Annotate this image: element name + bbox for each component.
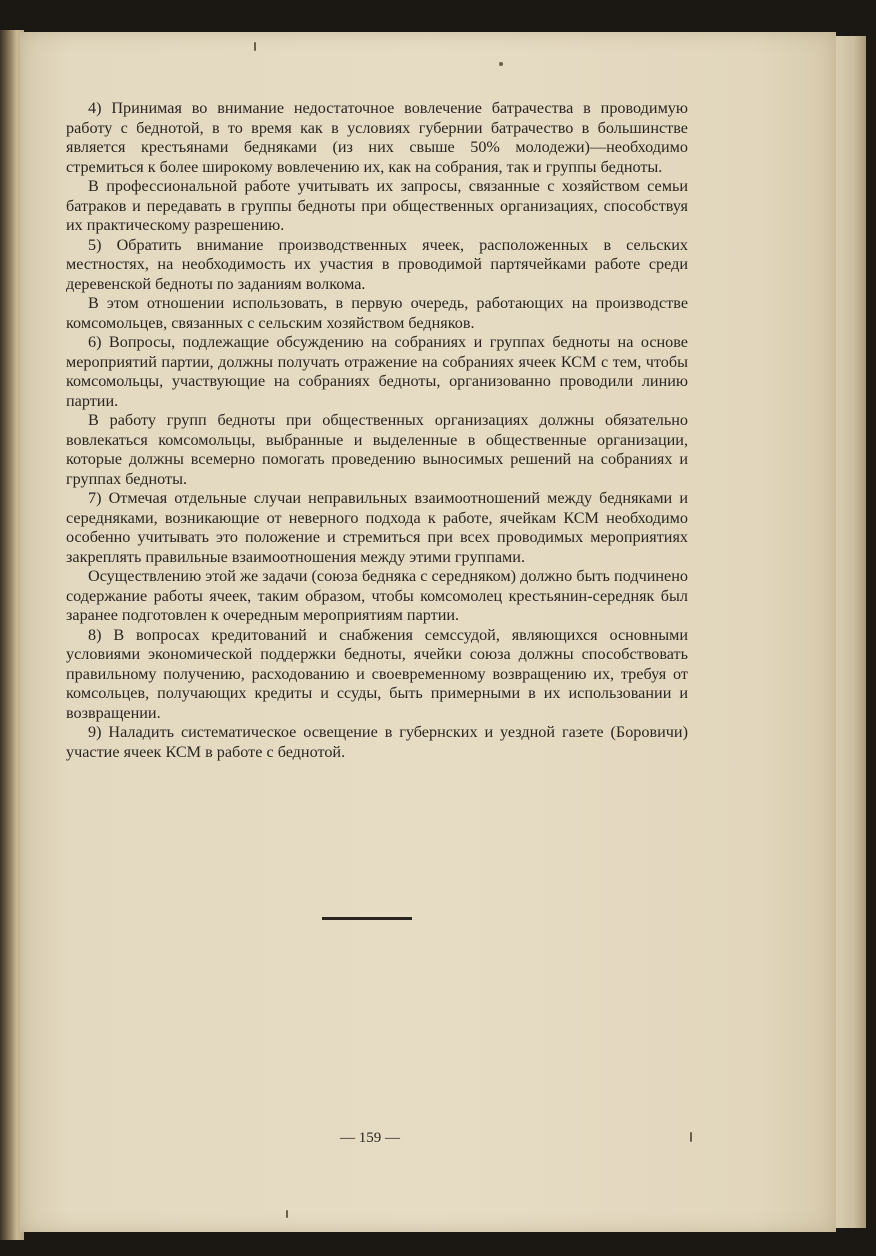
paper-speck: [499, 62, 503, 66]
paper-speck: [286, 1210, 288, 1218]
paragraph-9: 9) Наладить систематическое освещение в губернских и уездной газете (Боровичи) участие ячеек КСМ в работе с беднотой.: [66, 723, 688, 761]
paragraph-6-cont: В работу групп бедноты при общественных организациях должны обязательно вовлекаться комсомольцы, выбранные и выделенные в общественные организации, которые должны всемерно помогать проведению выносимых решений на собраниях и группах бедноты.: [66, 411, 688, 488]
page-number: — 159 —: [340, 1130, 400, 1146]
paragraph-7-cont: Осуществлению этой же задачи (союза бедняка с середняком) должно быть подчинено содержание работы ячеек, таким образом, чтобы комсомолец крестьянин-середняк был заранее подготовлен к очередным мероприятиям партии.: [66, 567, 688, 624]
paragraph-5-cont: В этом отношении использовать, в первую очередь, работающих на производстве комсомольцев, связанных с сельским хозяйством бедняков.: [66, 294, 688, 332]
paragraph-4-cont: В профессиональной работе учитывать их запросы, связанные с хозяйством семьи батраков и передавать в группы бедноты при общественных организациях, способствуя их практическому разрешению.: [66, 177, 688, 234]
paragraph-5: 5) Обратить внимание производственных ячеек, расположенных в сельских местностях, на необходимость их участия в проводимой партячейками работе среди деревенской бедноты по заданиям волкома.: [66, 235, 688, 293]
paragraph-6: 6) Вопросы, подлежащие обсуждению на собраниях и группах бедноты на основе мероприятий партии, должны получать отражение на собраниях ячеек КСМ с тем, чтобы комсомольцы, участвующие на собраниях бедноты, организованно проводили линию партии.: [66, 333, 688, 410]
paragraph-8: 8) В вопросах кредитований и снабжения семссудой, являющихся основными условиями экономической поддержки бедноты, ячейки союза должны способствовать правильному получению, расходованию и своевременному возвращению их, требуя от комсольцев, получающих кредиты и ссуды, быть примерными в их использовании и возвращении.: [66, 625, 688, 722]
paper-speck: [690, 1132, 692, 1142]
paper-speck: [254, 42, 256, 51]
body-text: [66, 99, 688, 762]
section-divider: [322, 917, 412, 920]
paragraph-4: 4) Принимая во внимание недостаточное вовлечение батрачества в проводимую работу с беднотой, в то время как в условиях губернии батрачество в большинстве является крестьянами бедняками (из них свыше 50% молодежи)—необходимо стремиться к более широкому вовлечению их, как на собрания, так и группы бедноты.: [66, 99, 688, 176]
page-edge: [836, 36, 866, 1228]
paragraph-7: 7) Отмечая отдельные случаи неправильных взаимоотношений между бедняками и середняками, возникающие от неверного подхода к работе, ячейкам КСМ необходимо особенно учитывать это положение и стремиться при всех проводимых мероприятиях закреплять правильные взаимоотношения между этими группами.: [66, 489, 688, 566]
